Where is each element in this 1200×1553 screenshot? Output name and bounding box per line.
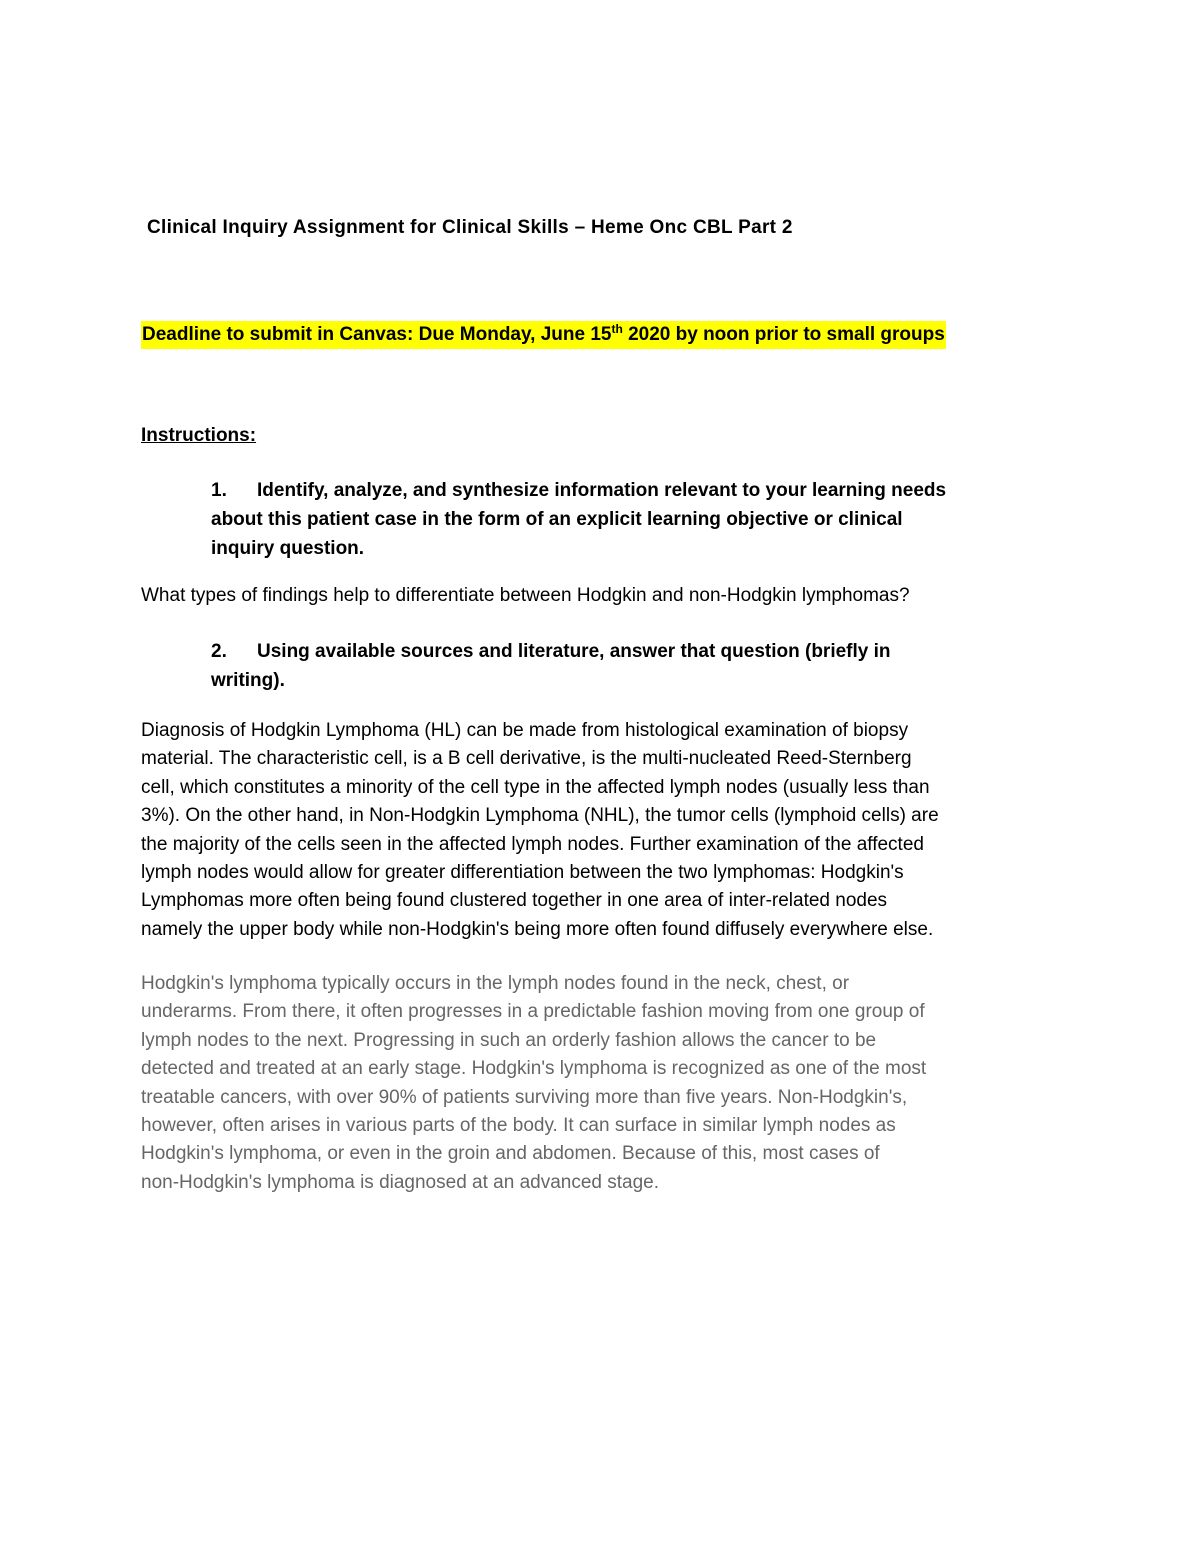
paragraph-line: underarms. From there, it often progresses in a predictable fashion moving from one group of	[141, 1001, 925, 1023]
paragraph-line: lymph nodes would allow for greater differentiation between the two lymphomas: Hodgkin's	[141, 862, 904, 884]
quoted-paragraph	[141, 970, 1061, 1197]
answer-paragraph	[141, 717, 1061, 944]
deadline-highlight	[141, 321, 946, 349]
inquiry-question: What types of findings help to differentiate between Hodgkin and non-Hodgkin lymphomas?	[141, 585, 910, 606]
page-title: Clinical Inquiry Assignment for Clinical Skills – Heme Onc CBL Part 2	[147, 217, 793, 238]
list-item-number: 2.	[211, 641, 227, 662]
list-item	[211, 476, 1051, 563]
list-item-number: 1.	[211, 480, 227, 501]
instructions-heading: Instructions:	[141, 425, 257, 446]
paragraph-line: treatable cancers, with over 90% of patients surviving more than five years. Non-Hodgkin's,	[141, 1086, 908, 1108]
list-item-line: inquiry question.	[211, 538, 365, 559]
list-item-line: Using available sources and literature, answer that question (briefly in	[257, 641, 891, 662]
paragraph-line: detected and treated at an early stage. Hodgkin's lymphoma is recognized as one of the most	[141, 1058, 927, 1080]
deadline-superscript: th	[611, 322, 623, 336]
list-item	[211, 637, 1011, 695]
list-item-line: writing).	[211, 670, 285, 691]
paragraph-line: lymph nodes to the next. Progressing in such an orderly fashion allows the cancer to be	[141, 1029, 877, 1051]
deadline-text-end: 2020 by noon prior to small groups	[622, 324, 945, 345]
paragraph-line: the majority of the cells seen in the affected lymph nodes. Further examination of the affected	[141, 833, 924, 855]
paragraph-line: however, often arises in various parts of the body. It can surface in similar lymph nodes as	[141, 1115, 896, 1137]
paragraph-line: non-Hodgkin's lymphoma is diagnosed at an advanced stage.	[141, 1171, 660, 1193]
paragraph-line: Diagnosis of Hodgkin Lymphoma (HL) can be made from histological examination of biopsy	[141, 720, 909, 741]
paragraph-line: 3%). On the other hand, in Non-Hodgkin Lymphoma (NHL), the tumor cells (lymphoid cells) are	[141, 805, 939, 827]
paragraph-line: material. The characteristic cell, is a B cell derivative, is the multi-nucleated Reed-Sternberg	[141, 748, 912, 770]
paragraph-line: Hodgkin's lymphoma, or even in the groin and abdomen. Because of this, most cases of	[141, 1143, 880, 1165]
deadline-text: Deadline to submit in Canvas: Due Monday, June 15	[142, 324, 612, 345]
paragraph-line: Hodgkin's lymphoma typically occurs in the lymph nodes found in the neck, chest, or	[141, 973, 850, 994]
paragraph-line: cell, which constitutes a minority of the cell type in the affected lymph nodes (usually less than	[141, 776, 930, 798]
paragraph-line: Lymphomas more often being found clustered together in one area of inter-related nodes	[141, 890, 888, 912]
paragraph-line: namely the upper body while non-Hodgkin's being more often found diffusely everywhere else.	[141, 918, 934, 940]
list-item-line: about this patient case in the form of an explicit learning objective or clinical	[211, 509, 903, 530]
list-item-line: Identify, analyze, and synthesize information relevant to your learning needs	[257, 480, 947, 501]
